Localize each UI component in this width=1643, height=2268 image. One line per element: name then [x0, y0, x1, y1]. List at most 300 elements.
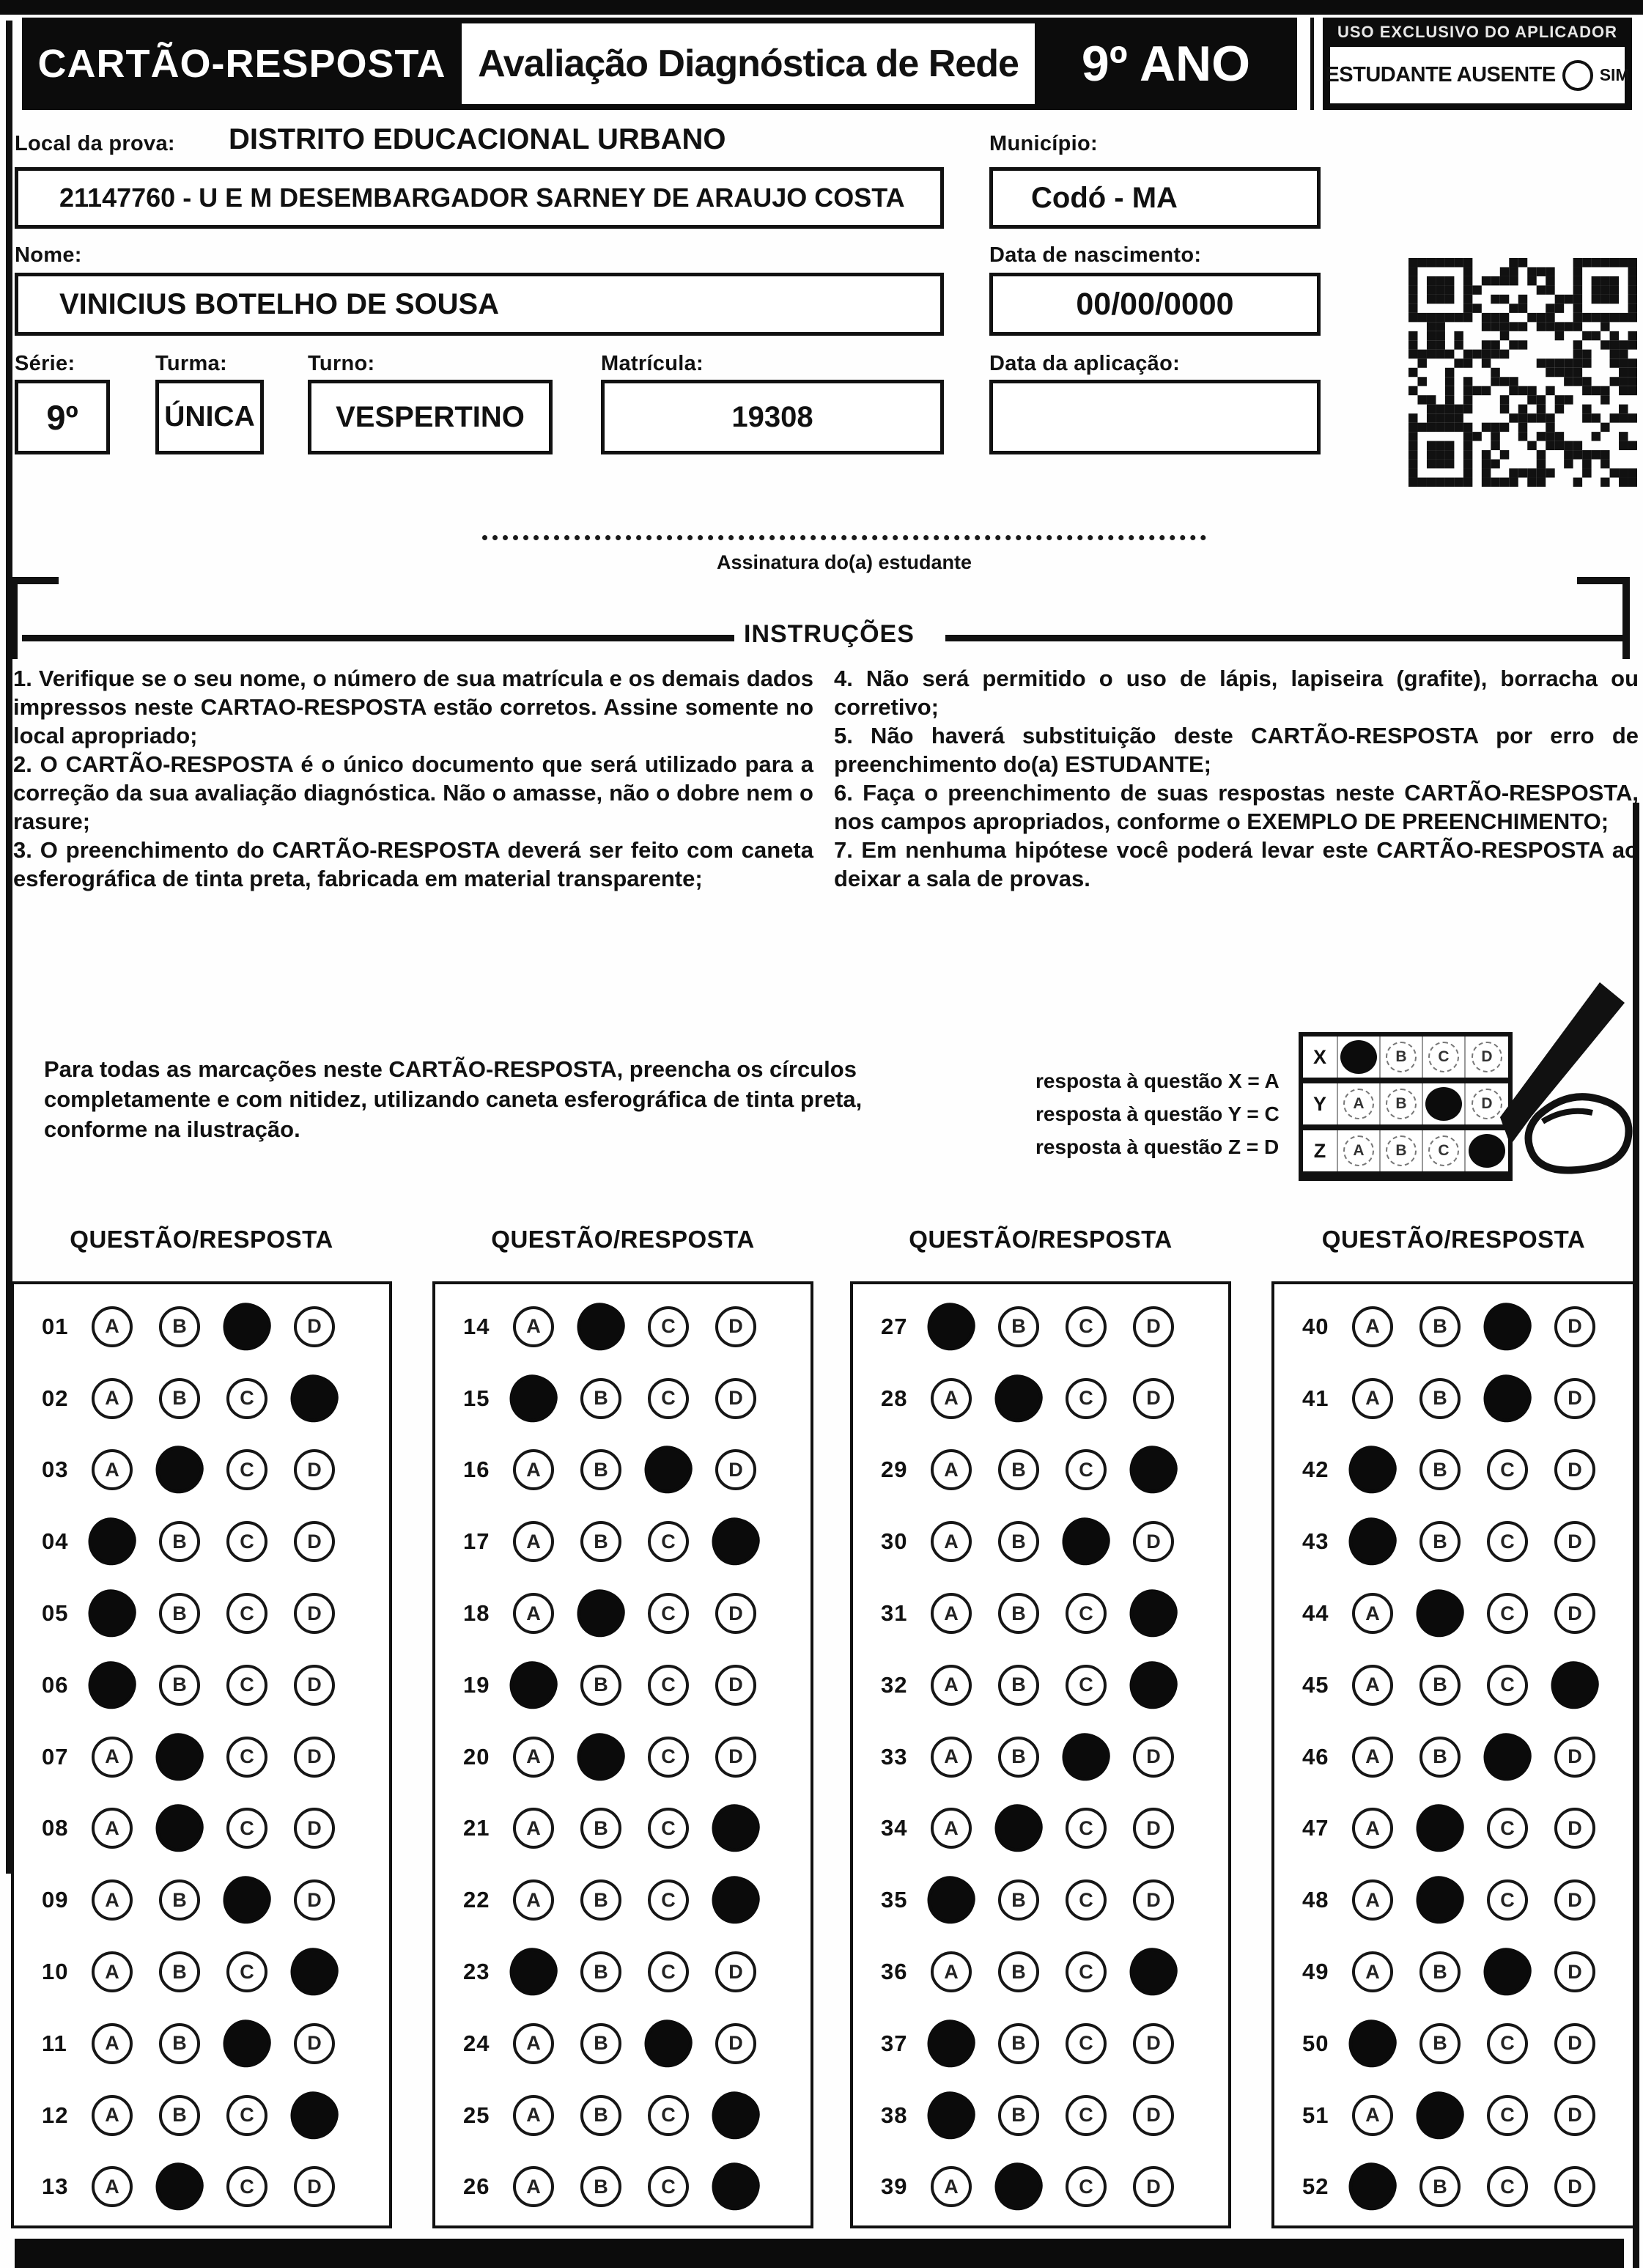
example-row-label: Y [1303, 1083, 1338, 1124]
answer-bubbles [1352, 1593, 1622, 1634]
answer-bubble-20-C[interactable]: C [648, 1737, 689, 1778]
answer-bubble-24-B[interactable]: B [580, 2023, 621, 2064]
answer-bubble-01-A[interactable]: A [92, 1306, 133, 1347]
answer-bubble-52-D[interactable]: D [1554, 2166, 1595, 2207]
answer-bubble-25-D[interactable] [709, 2088, 762, 2142]
answer-bubble-08-C[interactable]: C [226, 1808, 267, 1849]
answer-bubble-27-D[interactable]: D [1133, 1306, 1174, 1347]
answer-bubble-11-D[interactable]: D [294, 2023, 335, 2064]
question-row [1274, 1291, 1633, 1363]
answer-bubble-05-D[interactable]: D [294, 1593, 335, 1634]
answer-bubbles [513, 1449, 783, 1490]
answer-bubbles [513, 1521, 783, 1562]
answer-bubble-39-B[interactable] [992, 2160, 1045, 2214]
answer-bubble-46-C[interactable] [1480, 1730, 1534, 1783]
answer-bubble-34-B[interactable] [992, 1802, 1045, 1855]
answer-bubble-03-A[interactable]: A [92, 1449, 133, 1490]
answer-bubble-22-B[interactable]: B [580, 1879, 621, 1921]
answer-bubble-19-C[interactable]: C [648, 1665, 689, 1706]
answer-bubble-20-A[interactable]: A [513, 1737, 554, 1778]
answer-bubble-27-C[interactable]: C [1066, 1306, 1107, 1347]
answer-bubble-18-D[interactable]: D [715, 1593, 756, 1634]
answer-bubble-31-A[interactable]: A [931, 1593, 972, 1634]
answer-bubble-05-A[interactable] [85, 1586, 139, 1640]
answer-bubble-37-A[interactable] [924, 2017, 978, 2070]
answer-bubble-43-A[interactable] [1345, 1515, 1399, 1569]
question-row [14, 2080, 389, 2151]
question-number: 46 [1302, 1743, 1329, 1770]
answer-bubble-47-B[interactable] [1413, 1802, 1466, 1855]
answer-bubble-04-B[interactable]: B [159, 1521, 200, 1562]
answer-bubble-05-C[interactable]: C [226, 1593, 267, 1634]
question-number: 18 [463, 1600, 490, 1627]
answer-bubble-15-C[interactable]: C [648, 1378, 689, 1419]
answer-bubble-39-D[interactable]: D [1133, 2166, 1174, 2207]
answer-bubbles [931, 1951, 1200, 1992]
answer-bubble-07-C[interactable]: C [226, 1737, 267, 1778]
question-row [853, 1721, 1228, 1793]
aplicacao-label: Data da aplicação: [989, 352, 1181, 375]
answer-bubbles [931, 1306, 1200, 1347]
answer-bubble-16-C[interactable] [641, 1443, 695, 1497]
instruction-item: 1. Verifique se o seu nome, o número de sua matrícula e os demais dados impressos neste CARTAO-RESPOSTA estão corretos. Assine somente no local apropriado; [13, 666, 813, 748]
answer-bubble-44-A[interactable]: A [1352, 1593, 1393, 1634]
answer-bubble-06-A[interactable] [85, 1658, 139, 1712]
question-number: 47 [1302, 1815, 1329, 1841]
answer-bubble-23-A[interactable] [506, 1945, 560, 1998]
answer-bubble-04-A[interactable] [85, 1515, 139, 1569]
absent-label: ESTUDANTE AUSENTE [1325, 63, 1556, 86]
answer-bubble-21-A[interactable]: A [513, 1808, 554, 1849]
answer-bubble-35-B[interactable]: B [998, 1879, 1039, 1921]
instruction-item: 7. Em nenhuma hipótese você poderá levar este CARTÃO-RESPOSTA ao deixar a sala de provas. [834, 837, 1639, 891]
answer-bubbles [513, 1808, 783, 1849]
answer-bubble-35-A[interactable] [924, 1874, 978, 1927]
answer-bubble-48-D[interactable]: D [1554, 1879, 1595, 1921]
answer-bubble-38-C[interactable]: C [1066, 2095, 1107, 2136]
example-cell [1338, 1083, 1381, 1124]
answer-bubble-25-B[interactable]: B [580, 2095, 621, 2136]
answer-bubble-38-B[interactable]: B [998, 2095, 1039, 2136]
question-row [1274, 1793, 1633, 1865]
answer-bubble-36-A[interactable]: A [931, 1951, 972, 1992]
question-row [14, 2151, 389, 2223]
answer-bubble-32-C[interactable]: C [1066, 1665, 1107, 1706]
answer-bubble-19-A[interactable] [506, 1658, 560, 1712]
example-cell [1381, 1083, 1423, 1124]
question-row [1274, 1577, 1633, 1649]
answer-bubble-33-B[interactable]: B [998, 1737, 1039, 1778]
answer-bubble-44-B[interactable] [1413, 1586, 1466, 1640]
answer-bubble-26-A[interactable]: A [513, 2166, 554, 2207]
answer-bubble-22-D[interactable] [709, 1874, 762, 1927]
answer-bubble-18-A[interactable]: A [513, 1593, 554, 1634]
answer-bubble-23-B[interactable]: B [580, 1951, 621, 1992]
answer-bubble-02-A[interactable]: A [92, 1378, 133, 1419]
answer-bubbles [931, 1879, 1200, 1921]
answer-bubble-44-D[interactable]: D [1554, 1593, 1595, 1634]
answer-bubble-24-C[interactable] [641, 2017, 695, 2070]
question-number: 30 [881, 1528, 908, 1555]
answer-bubble-40-C[interactable] [1480, 1300, 1534, 1353]
answer-bubble-25-C[interactable]: C [648, 2095, 689, 2136]
answer-bubble-16-A[interactable]: A [513, 1449, 554, 1490]
answer-bubble-47-D[interactable]: D [1554, 1808, 1595, 1849]
answer-bubble-29-B[interactable]: B [998, 1449, 1039, 1490]
answer-bubble-42-C[interactable]: C [1487, 1449, 1528, 1490]
answer-bubble-41-A[interactable]: A [1352, 1378, 1393, 1419]
answer-bubble-04-D[interactable]: D [294, 1521, 335, 1562]
answer-bubble-13-A[interactable]: A [92, 2166, 133, 2207]
answer-bubble-17-D[interactable] [709, 1515, 762, 1569]
instructions-left-column [13, 664, 813, 893]
answer-bubble-02-B[interactable]: B [159, 1378, 200, 1419]
answer-bubble-41-B[interactable]: B [1419, 1378, 1461, 1419]
answer-bubble-23-D[interactable]: D [715, 1951, 756, 1992]
answer-bubble-29-C[interactable]: C [1066, 1449, 1107, 1490]
answer-bubbles [1352, 1521, 1622, 1562]
question-row [14, 2008, 389, 2080]
question-row [853, 1936, 1228, 2008]
answer-bubble-17-B[interactable]: B [580, 1521, 621, 1562]
answer-bubble-37-C[interactable]: C [1066, 2023, 1107, 2064]
pen-illustration [1455, 981, 1638, 1177]
answer-bubble-09-D[interactable]: D [294, 1879, 335, 1921]
answer-bubble-14-A[interactable]: A [513, 1306, 554, 1347]
answer-bubble-52-B[interactable]: B [1419, 2166, 1461, 2207]
answer-bubble-26-B[interactable]: B [580, 2166, 621, 2207]
signature-label: Assinatura do(a) estudante [716, 551, 972, 573]
answer-bubble-07-D[interactable]: D [294, 1737, 335, 1778]
answer-bubble-41-C[interactable] [1480, 1372, 1534, 1425]
answer-bubble-32-B[interactable]: B [998, 1665, 1039, 1706]
answer-bubble-07-B[interactable] [152, 1730, 206, 1783]
answer-bubble-30-D[interactable]: D [1133, 1521, 1174, 1562]
answer-bubble-34-A[interactable]: A [931, 1808, 972, 1849]
answer-bubble-50-D[interactable]: D [1554, 2023, 1595, 2064]
answer-bubble-34-C[interactable]: C [1066, 1808, 1107, 1849]
question-number: 09 [42, 1887, 69, 1913]
turno-field: VESPERTINO [308, 380, 553, 454]
answer-bubbles [513, 1665, 783, 1706]
answer-bubble-10-B[interactable]: B [159, 1951, 200, 1992]
answer-bubble-09-C[interactable] [220, 1874, 273, 1927]
answer-bubble-36-C[interactable]: C [1066, 1951, 1107, 1992]
answer-bubble-11-B[interactable]: B [159, 2023, 200, 2064]
answer-bubble-11-C[interactable] [220, 2017, 273, 2070]
answer-bubble-49-D[interactable]: D [1554, 1951, 1595, 1992]
question-row [435, 1864, 811, 1936]
answer-bubble-46-A[interactable]: A [1352, 1737, 1393, 1778]
question-number: 43 [1302, 1528, 1329, 1555]
question-row [14, 1577, 389, 1649]
answer-bubble-21-B[interactable]: B [580, 1808, 621, 1849]
answer-bubble-51-A[interactable]: A [1352, 2095, 1393, 2136]
answer-bubbles [92, 1449, 361, 1490]
question-number: 25 [463, 2102, 490, 2128]
answer-bubble-34-D[interactable]: D [1133, 1808, 1174, 1849]
answer-bubble-10-D[interactable] [287, 1945, 341, 1998]
answer-bubble-06-C[interactable]: C [226, 1665, 267, 1706]
answer-bubble-08-D[interactable]: D [294, 1808, 335, 1849]
answer-bubble-31-C[interactable]: C [1066, 1593, 1107, 1634]
answer-bubble-35-C[interactable]: C [1066, 1879, 1107, 1921]
question-number: 45 [1302, 1671, 1329, 1698]
answer-bubble-08-B[interactable] [152, 1802, 206, 1855]
example-row-label: X [1303, 1037, 1338, 1078]
question-row [14, 1936, 389, 2008]
question-number: 29 [881, 1457, 908, 1483]
answer-bubble-42-D[interactable]: D [1554, 1449, 1595, 1490]
instruction-item: 6. Faça o preenchimento de suas respostas neste CARTÃO-RESPOSTA, nos campos apropriados, conforme o EXEMPLO DE PREENCHIMENTO; [834, 780, 1639, 834]
example-bubble: B [1386, 1042, 1417, 1072]
answer-bubble-15-D[interactable]: D [715, 1378, 756, 1419]
answer-bubble-51-D[interactable]: D [1554, 2095, 1595, 2136]
answer-bubble-27-A[interactable] [924, 1300, 978, 1353]
answer-bubble-10-C[interactable]: C [226, 1951, 267, 1992]
answer-bubble-43-C[interactable]: C [1487, 1521, 1528, 1562]
bottom-edge-bar [15, 2239, 1624, 2268]
signature-line[interactable] [482, 535, 1206, 540]
answer-bubble-01-B[interactable]: B [159, 1306, 200, 1347]
answer-bubble-37-B[interactable]: B [998, 2023, 1039, 2064]
answer-bubble-15-B[interactable]: B [580, 1378, 621, 1419]
question-number: 17 [463, 1528, 490, 1555]
answer-bubbles [92, 1808, 361, 1849]
answer-bubbles [1352, 1378, 1622, 1419]
absent-bubble[interactable] [1562, 60, 1593, 91]
answer-bubble-45-A[interactable]: A [1352, 1665, 1393, 1706]
answer-bubbles [1352, 1951, 1622, 1992]
answer-bubble-49-A[interactable]: A [1352, 1951, 1393, 1992]
answer-bubble-16-B[interactable]: B [580, 1449, 621, 1490]
answer-bubble-07-A[interactable]: A [92, 1737, 133, 1778]
instruction-item: 5. Não haverá substituição deste CARTÃO-RESPOSTA por erro de preenchimento do(a) ESTUDANTE; [834, 723, 1639, 777]
answer-bubble-08-A[interactable]: A [92, 1808, 133, 1849]
answer-bubble-21-C[interactable]: C [648, 1808, 689, 1849]
answer-bubble-49-B[interactable]: B [1419, 1951, 1461, 1992]
answer-bubble-21-D[interactable] [709, 1802, 762, 1855]
answer-bubble-28-A[interactable]: A [931, 1378, 972, 1419]
answer-bubble-33-D[interactable]: D [1133, 1737, 1174, 1778]
answer-bubble-28-D[interactable]: D [1133, 1378, 1174, 1419]
question-number: 08 [42, 1815, 69, 1841]
answer-bubble-47-C[interactable]: C [1487, 1808, 1528, 1849]
question-number: 49 [1302, 1959, 1329, 1985]
answer-bubble-31-B[interactable]: B [998, 1593, 1039, 1634]
answer-bubble-51-B[interactable] [1413, 2088, 1466, 2142]
answer-bubble-33-A[interactable]: A [931, 1737, 972, 1778]
answer-bubble-45-D[interactable] [1548, 1658, 1601, 1712]
answer-bubble-38-D[interactable]: D [1133, 2095, 1174, 2136]
answer-bubbles [931, 1378, 1200, 1419]
answer-bubble-37-D[interactable]: D [1133, 2023, 1174, 2064]
answer-bubble-15-A[interactable] [506, 1372, 560, 1425]
answer-bubble-41-D[interactable]: D [1554, 1378, 1595, 1419]
question-number: 04 [42, 1528, 69, 1555]
answer-bubble-35-D[interactable]: D [1133, 1879, 1174, 1921]
answer-bubble-06-D[interactable]: D [294, 1665, 335, 1706]
answer-bubble-03-B[interactable] [152, 1443, 206, 1497]
question-row [1274, 1864, 1633, 1936]
answer-bubble-18-B[interactable] [574, 1586, 627, 1640]
example-bubble: B [1386, 1135, 1417, 1166]
answer-bubble-12-C[interactable]: C [226, 2095, 267, 2136]
answer-bubble-11-A[interactable]: A [92, 2023, 133, 2064]
answer-bubble-14-D[interactable]: D [715, 1306, 756, 1347]
answer-bubble-31-D[interactable] [1126, 1586, 1180, 1640]
examiner-use-box [1323, 18, 1632, 110]
answer-bubble-14-B[interactable] [574, 1300, 627, 1353]
answer-bubble-01-D[interactable]: D [294, 1306, 335, 1347]
question-row [14, 1793, 389, 1865]
answer-bubble-20-B[interactable] [574, 1730, 627, 1783]
question-number: 06 [42, 1671, 69, 1698]
answer-bubble-09-A[interactable]: A [92, 1879, 133, 1921]
answer-bubble-26-C[interactable]: C [648, 2166, 689, 2207]
answer-bubble-51-C[interactable]: C [1487, 2095, 1528, 2136]
nome-label: Nome: [15, 243, 82, 267]
answer-bubble-45-C[interactable]: C [1487, 1665, 1528, 1706]
question-number: 10 [42, 1959, 69, 1985]
answer-bubble-39-A[interactable]: A [931, 2166, 972, 2207]
answer-bubble-09-B[interactable]: B [159, 1879, 200, 1921]
answer-bubbles [92, 1665, 361, 1706]
answer-bubble-52-C[interactable]: C [1487, 2166, 1528, 2207]
card-title: CARTÃO-RESPOSTA [37, 42, 446, 86]
local-value: DISTRITO EDUCACIONAL URBANO [229, 123, 726, 155]
answer-bubble-13-B[interactable] [152, 2160, 206, 2214]
example-legend [1035, 1064, 1299, 1163]
answer-bubble-02-D[interactable] [287, 1372, 341, 1425]
answer-bubbles [92, 1378, 361, 1419]
example-bubble: A [1343, 1089, 1374, 1119]
answer-bubble-42-A[interactable] [1345, 1443, 1399, 1497]
answer-bubble-01-C[interactable] [220, 1300, 273, 1353]
school-field: 21147760 - U E M DESEMBARGADOR SARNEY DE ARAUJO COSTA [15, 167, 944, 229]
answer-bubble-43-D[interactable]: D [1554, 1521, 1595, 1562]
question-row [853, 1363, 1228, 1435]
answer-bubble-43-B[interactable]: B [1419, 1521, 1461, 1562]
answer-bubble-24-D[interactable]: D [715, 2023, 756, 2064]
question-number: 51 [1302, 2102, 1329, 2128]
answer-bubble-48-A[interactable]: A [1352, 1879, 1393, 1921]
answer-bubble-39-C[interactable]: C [1066, 2166, 1107, 2207]
student-absent-field [1325, 47, 1630, 103]
answer-bubble-29-A[interactable]: A [931, 1449, 972, 1490]
answer-bubble-50-A[interactable] [1345, 2017, 1399, 2070]
answer-bubble-18-C[interactable]: C [648, 1593, 689, 1634]
top-edge-bar [0, 0, 1643, 15]
question-row [435, 1649, 811, 1721]
answer-bubble-04-C[interactable]: C [226, 1521, 267, 1562]
answer-bubble-02-C[interactable]: C [226, 1378, 267, 1419]
answer-bubble-10-A[interactable]: A [92, 1951, 133, 1992]
answer-bubble-42-B[interactable]: B [1419, 1449, 1461, 1490]
answer-bubble-03-D[interactable]: D [294, 1449, 335, 1490]
answer-bubble-03-C[interactable]: C [226, 1449, 267, 1490]
example-legend-line: resposta à questão X = A [1035, 1069, 1280, 1092]
answer-bubble-13-D[interactable]: D [294, 2166, 335, 2207]
answer-bubble-22-C[interactable]: C [648, 1879, 689, 1921]
answer-bubble-46-B[interactable]: B [1419, 1737, 1461, 1778]
question-number: 35 [881, 1887, 908, 1913]
answer-bubble-50-C[interactable]: C [1487, 2023, 1528, 2064]
answer-bubble-12-B[interactable]: B [159, 2095, 200, 2136]
answer-bubble-38-A[interactable] [924, 2088, 978, 2142]
answer-bubble-19-B[interactable]: B [580, 1665, 621, 1706]
answer-bubbles [513, 1378, 783, 1419]
answer-bubble-20-D[interactable]: D [715, 1737, 756, 1778]
answer-bubble-28-C[interactable]: C [1066, 1378, 1107, 1419]
answer-bubble-05-B[interactable]: B [159, 1593, 200, 1634]
answer-bubble-23-C[interactable]: C [648, 1951, 689, 1992]
answer-bubble-14-C[interactable]: C [648, 1306, 689, 1347]
answer-bubble-40-A[interactable]: A [1352, 1306, 1393, 1347]
answer-bubble-49-C[interactable] [1480, 1945, 1534, 1998]
answer-bubble-32-D[interactable] [1126, 1658, 1180, 1712]
corner-bracket-left-v [10, 577, 18, 659]
answer-bubble-29-D[interactable] [1126, 1443, 1180, 1497]
answer-bubble-27-B[interactable]: B [998, 1306, 1039, 1347]
answer-bubble-36-D[interactable] [1126, 1945, 1180, 1998]
answer-bubble-30-B[interactable]: B [998, 1521, 1039, 1562]
question-number: 12 [42, 2102, 69, 2128]
answer-bubble-17-C[interactable]: C [648, 1521, 689, 1562]
answer-bubbles [1352, 1306, 1622, 1347]
answer-bubble-24-A[interactable]: A [513, 2023, 554, 2064]
exam-title: Avaliação Diagnóstica de Rede [462, 23, 1035, 104]
answer-bubble-36-B[interactable]: B [998, 1951, 1039, 1992]
answer-bubble-50-B[interactable]: B [1419, 2023, 1461, 2064]
answer-bubble-13-C[interactable]: C [226, 2166, 267, 2207]
answer-bubble-12-A[interactable]: A [92, 2095, 133, 2136]
answer-bubble-30-C[interactable] [1059, 1515, 1112, 1569]
answer-bubbles [92, 1951, 361, 1992]
question-row [1274, 2080, 1633, 2151]
answer-bubble-17-A[interactable]: A [513, 1521, 554, 1562]
answer-bubble-26-D[interactable] [709, 2160, 762, 2214]
answer-bubble-19-D[interactable]: D [715, 1665, 756, 1706]
answer-bubbles [1352, 1737, 1622, 1778]
answer-bubble-52-A[interactable] [1345, 2160, 1399, 2214]
answer-bubble-48-C[interactable]: C [1487, 1879, 1528, 1921]
question-row [1274, 1435, 1633, 1506]
answer-bubble-12-D[interactable] [287, 2088, 341, 2142]
answer-bubbles [513, 1879, 783, 1921]
question-number: 50 [1302, 2030, 1329, 2056]
answer-bubble-46-D[interactable]: D [1554, 1737, 1595, 1778]
answer-bubble-47-A[interactable]: A [1352, 1808, 1393, 1849]
answer-bubble-22-A[interactable]: A [513, 1879, 554, 1921]
question-row [435, 1936, 811, 2008]
answer-bubble-30-A[interactable]: A [931, 1521, 972, 1562]
answer-bubble-28-B[interactable] [992, 1372, 1045, 1425]
answer-bubble-32-A[interactable]: A [931, 1665, 972, 1706]
answer-bubble-16-D[interactable]: D [715, 1449, 756, 1490]
question-row [14, 1649, 389, 1721]
answer-bubble-40-D[interactable]: D [1554, 1306, 1595, 1347]
answer-bubble-25-A[interactable]: A [513, 2095, 554, 2136]
answer-bubble-40-B[interactable]: B [1419, 1306, 1461, 1347]
turma-label: Turma: [155, 352, 227, 375]
answer-bubble-48-B[interactable] [1413, 1874, 1466, 1927]
answer-bubble-33-C[interactable] [1059, 1730, 1112, 1783]
answer-bubble-44-C[interactable]: C [1487, 1593, 1528, 1634]
answer-bubble-06-B[interactable]: B [159, 1665, 200, 1706]
answer-bubble-45-B[interactable]: B [1419, 1665, 1461, 1706]
municipio-label: Município: [989, 132, 1098, 155]
